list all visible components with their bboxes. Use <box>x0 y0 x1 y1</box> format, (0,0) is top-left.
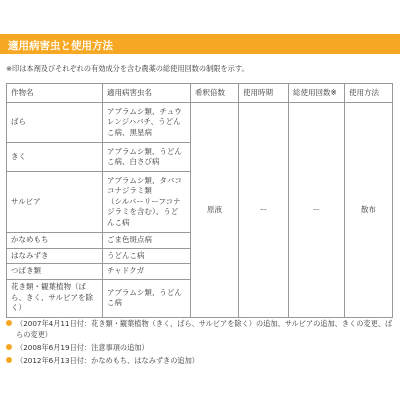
crop-name: はなみずき <box>11 250 49 260</box>
column-header-crop: 作物名 <box>7 84 103 103</box>
method-cell: 散布 <box>345 103 393 318</box>
crop-name: ばら <box>11 117 26 127</box>
pest-cell <box>103 233 191 249</box>
crop-name: きく <box>11 151 26 161</box>
pest-name: うどんこ病 <box>107 250 145 260</box>
bullet-dot-icon <box>6 344 12 350</box>
pest-cell <box>103 264 191 280</box>
crop-cell <box>7 248 103 264</box>
section-title: 適用病害虫と使用方法 <box>8 40 113 52</box>
application-table <box>6 83 393 318</box>
section-header <box>0 34 400 54</box>
table-header-row <box>7 84 393 103</box>
pest-cell <box>103 103 191 143</box>
dilution-cell: 原液 <box>191 103 239 318</box>
pest-name: アブラムシ類、うどん こ病 <box>107 287 182 307</box>
bullet-dot-icon <box>6 357 12 363</box>
crop-cell <box>7 233 103 249</box>
column-header-pest: 適用病害虫名 <box>103 84 191 103</box>
crop-name: 花き類・観葉植物（ば ら、きく、サルビアを除 く） <box>11 282 93 313</box>
history-text: （2007年4月11日付：花き類・観葉植物（きく、ばら、サルビアを除く）の追加、サルビアの追加、きくの変更、ばらの変更） <box>16 319 393 339</box>
table-row <box>7 103 393 143</box>
usage-limit-note: ※印は本剤及びそれぞれの有効成分を含む農薬の総使用回数の制限を示す。 <box>6 64 249 73</box>
column-header-dilution: 希釈倍数 <box>191 84 239 103</box>
crop-name: サルビア <box>11 196 41 206</box>
column-header-count: 総使用回数※ <box>289 84 345 103</box>
pest-name: チャドクガ <box>107 266 145 275</box>
history-item <box>6 342 396 353</box>
crop-cell <box>7 264 103 280</box>
column-header-method: 使用方法 <box>345 84 393 103</box>
pest-cell <box>103 143 191 172</box>
pest-name: アブラムシ類、うどん こ病、白さび病 <box>107 146 182 166</box>
pest-name: アブラムシ類、タバコ コナジラミ類 （シルバーリーフコナ ジラミを含む）、うど んこ病 <box>107 175 182 227</box>
pest-name: アブラムシ類、チュウ レンジハバチ、うどん こ病、黒星病 <box>107 106 182 137</box>
crop-cell <box>7 279 103 317</box>
pest-cell <box>103 279 191 317</box>
pest-cell <box>103 172 191 233</box>
crop-name: つばき類 <box>11 266 41 275</box>
revision-history <box>6 318 396 368</box>
history-item <box>6 318 396 340</box>
bullet-dot-icon <box>6 320 12 326</box>
pest-cell <box>103 248 191 264</box>
column-header-timing: 使用時期 <box>239 84 289 103</box>
history-text: （2012年6月13日付：かなめもち、はなみずきの追加） <box>16 356 199 365</box>
history-text: （2008年6月19日付：注意事項の追加） <box>16 343 149 352</box>
crop-cell <box>7 172 103 233</box>
pest-name: ごま色斑点病 <box>107 235 152 244</box>
crop-cell <box>7 143 103 172</box>
crop-cell <box>7 103 103 143</box>
timing-cell: ー <box>239 103 289 318</box>
history-item <box>6 355 396 366</box>
count-cell: ー <box>289 103 345 318</box>
crop-name: かなめもち <box>11 235 49 244</box>
